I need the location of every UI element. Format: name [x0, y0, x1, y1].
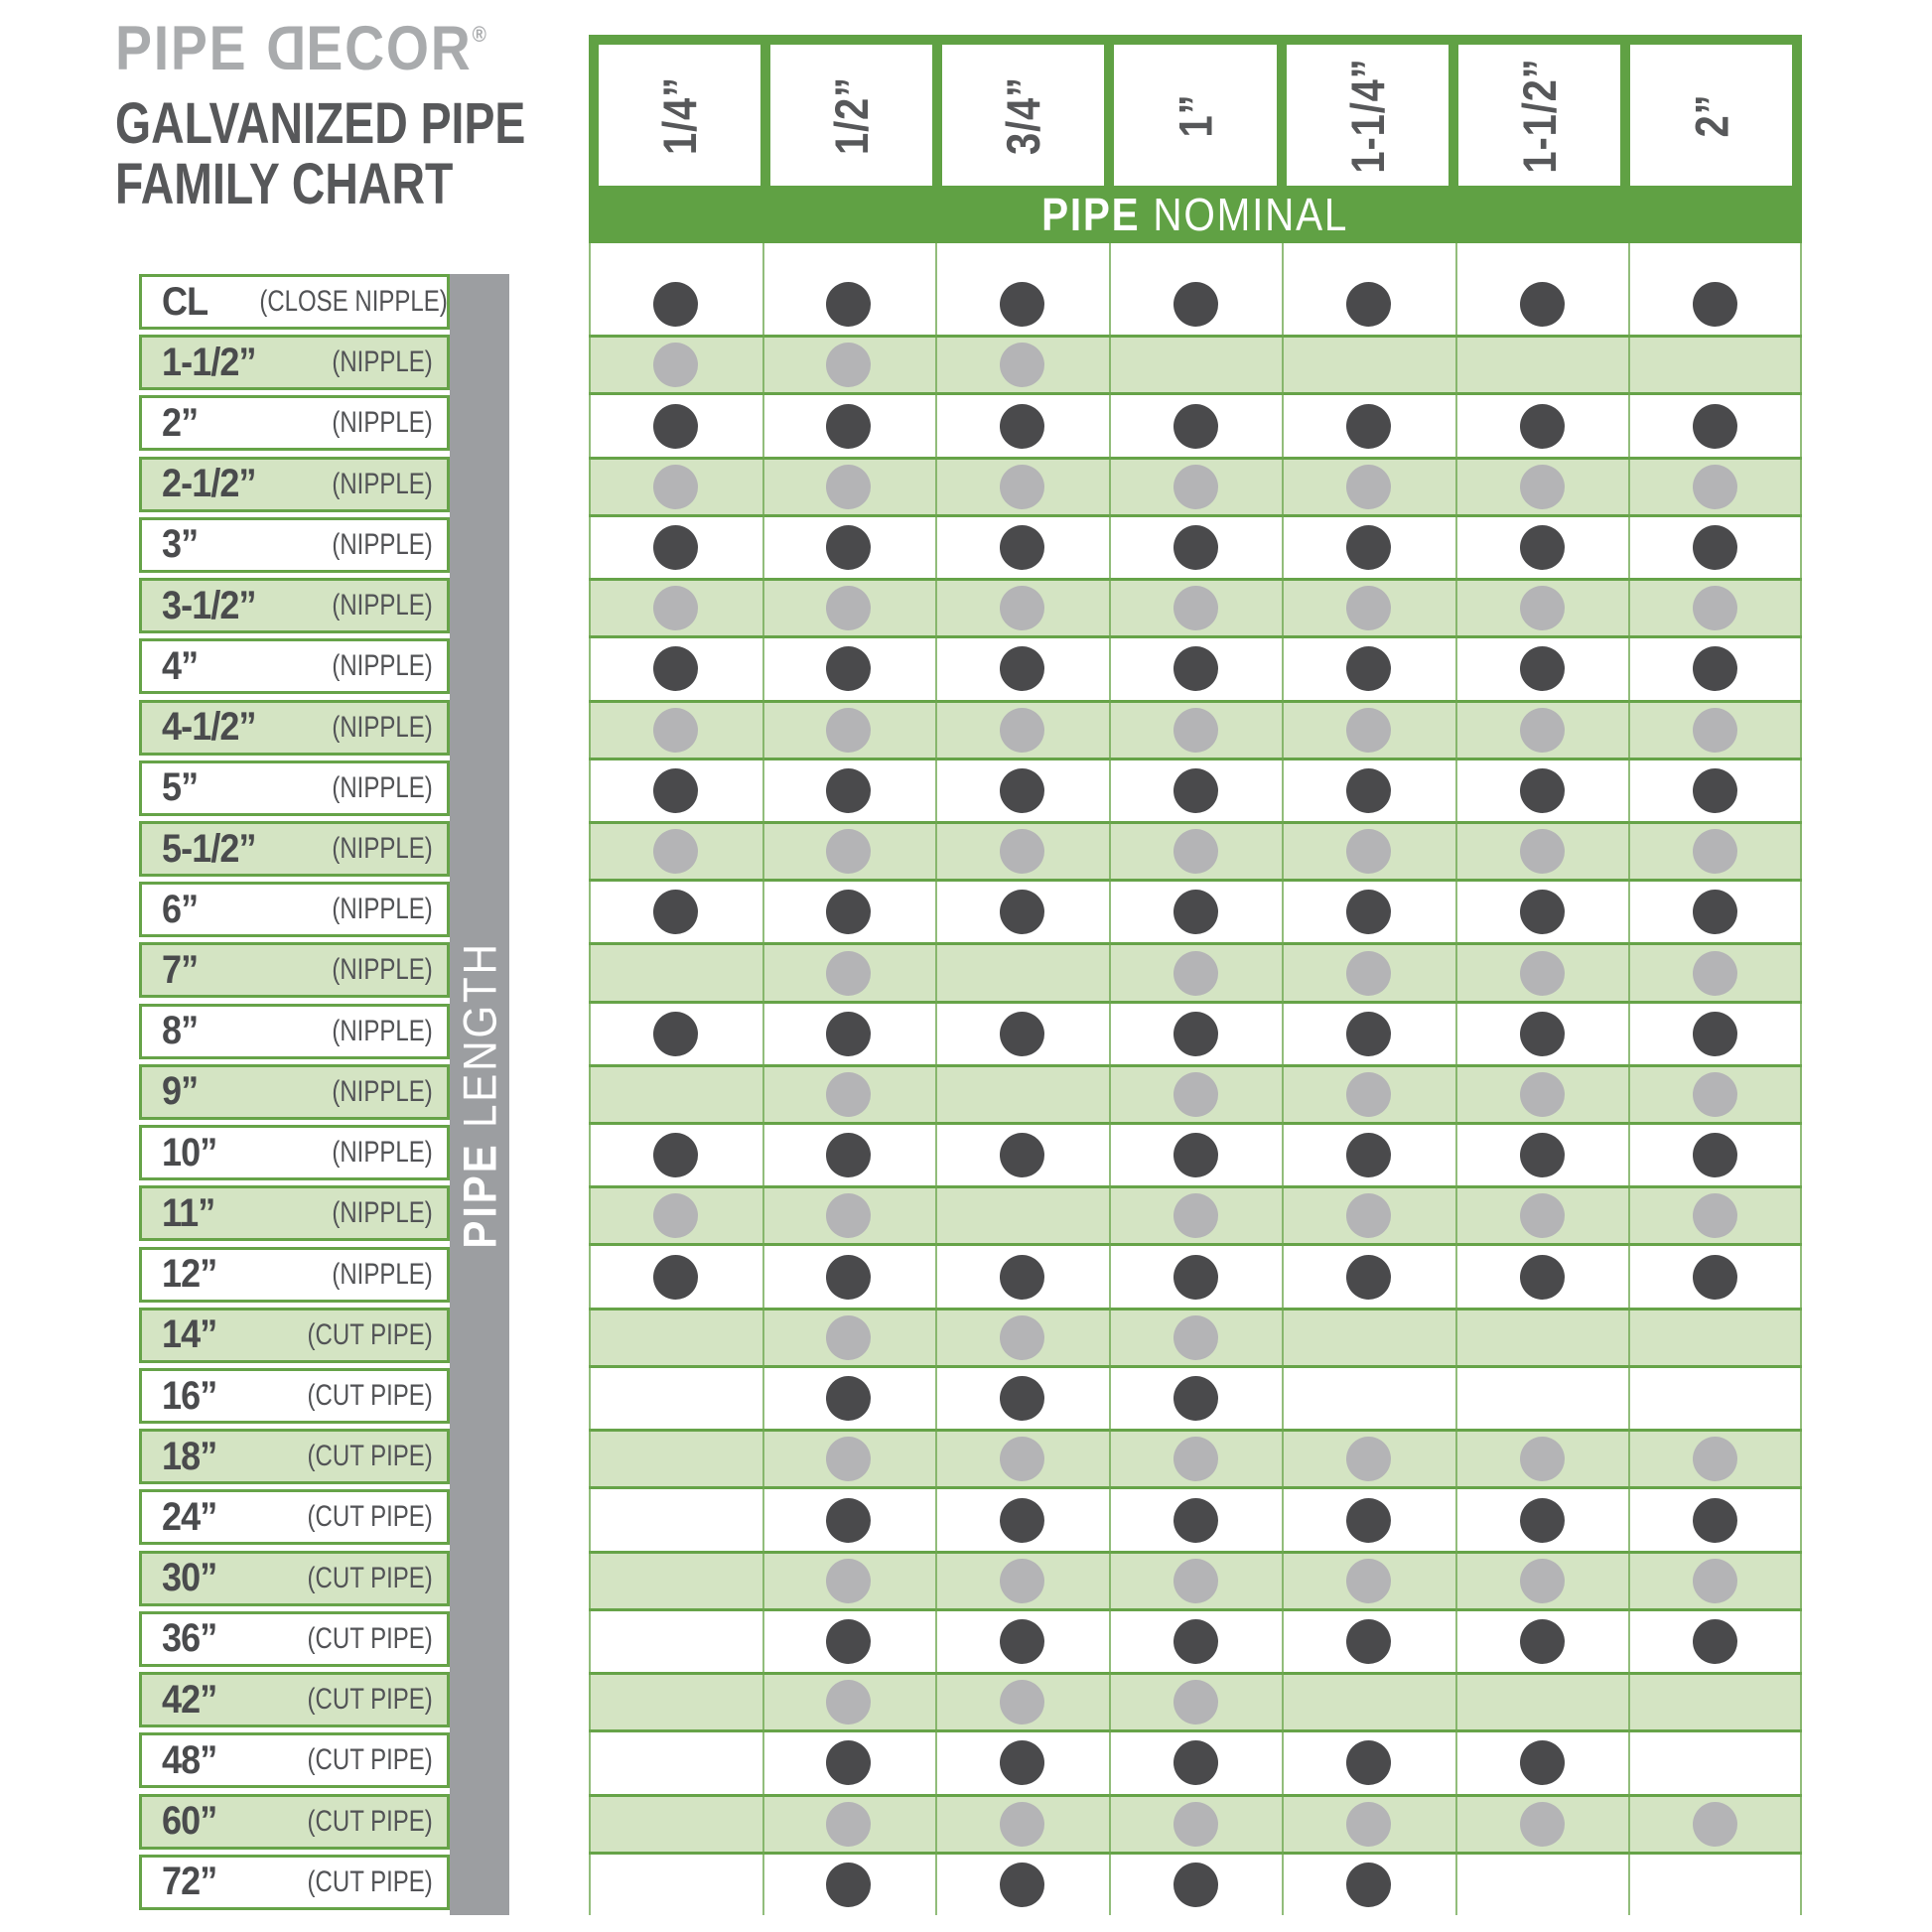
availability-dot [1346, 1133, 1391, 1177]
availability-dot [1346, 465, 1391, 509]
availability-dot [826, 465, 871, 509]
column-header-label: 1-1/4” [1340, 57, 1394, 174]
availability-dot [1520, 1193, 1565, 1238]
row-label [139, 1308, 450, 1363]
availability-dot [1520, 404, 1565, 449]
availability-dot [1173, 1802, 1218, 1847]
availability-dot [1173, 404, 1218, 449]
availability-dot [1693, 1498, 1737, 1543]
row-size-label: 18” [162, 1434, 217, 1478]
row-type-label: (NIPPLE) [332, 953, 433, 987]
availability-dot [1173, 1376, 1218, 1421]
row-type-label: (CUT PIPE) [307, 1561, 433, 1594]
availability-dot [826, 525, 871, 570]
availability-dot [1173, 525, 1218, 570]
row-size-label: 8” [162, 1009, 199, 1053]
availability-dot [1346, 646, 1391, 691]
column-header-cell-4 [1114, 45, 1276, 186]
availability-dot [1000, 465, 1044, 509]
availability-dot [1173, 1863, 1218, 1907]
availability-dot [826, 1559, 871, 1603]
availability-dot [1346, 1619, 1391, 1664]
availability-dot [1346, 708, 1391, 753]
row-label [139, 638, 450, 694]
row-size-label: 2-1/2” [162, 462, 256, 506]
availability-dot [1000, 1133, 1044, 1177]
availability-dot [653, 404, 698, 449]
row-type-label: (NIPPLE) [332, 1014, 433, 1047]
availability-dot [1693, 951, 1737, 996]
availability-dot [1000, 282, 1044, 327]
availability-dot [1520, 1740, 1565, 1785]
row-label [139, 942, 450, 998]
row-type-label: (CUT PIPE) [307, 1683, 433, 1717]
availability-dot [1000, 1740, 1044, 1785]
logo-word-pipe: PIPE [115, 14, 265, 83]
row-label [139, 1185, 450, 1241]
column-header-label: 2” [1684, 93, 1737, 137]
availability-dot [1000, 1012, 1044, 1056]
row-label [139, 1368, 450, 1424]
availability-dot [1173, 951, 1218, 996]
grid-column-line [589, 243, 591, 1915]
row-label [139, 1064, 450, 1120]
availability-dot [1173, 829, 1218, 874]
row-size-label: 7” [162, 947, 199, 992]
availability-dot [1173, 586, 1218, 630]
row-type-label: (CUT PIPE) [307, 1864, 433, 1898]
row-type-label: (NIPPLE) [332, 345, 433, 379]
row-label [139, 1551, 450, 1606]
availability-dot [1173, 282, 1218, 327]
availability-dot [653, 829, 698, 874]
pipe-length-label: PIPE LENGTH [453, 940, 506, 1249]
row-type-label: (NIPPLE) [332, 1257, 433, 1291]
availability-dot [653, 1255, 698, 1300]
row-type-label: (NIPPLE) [332, 1136, 433, 1170]
column-header-cell-3 [942, 45, 1104, 186]
availability-dot [653, 282, 698, 327]
row-label [139, 274, 450, 330]
availability-dot [1346, 768, 1391, 813]
grid-column-line [1282, 243, 1284, 1915]
availability-dot [1693, 646, 1737, 691]
column-header-cell-7 [1630, 45, 1792, 186]
column-header-label: 3/4” [997, 75, 1050, 155]
row-size-label: 16” [162, 1373, 217, 1418]
row-size-label: 2” [162, 400, 199, 445]
availability-dot [1520, 1012, 1565, 1056]
availability-dot [1000, 1255, 1044, 1300]
logo-reversed-d: D [264, 14, 307, 83]
availability-dot [826, 1376, 871, 1421]
availability-dot [826, 1740, 871, 1785]
row-label [139, 821, 450, 877]
availability-dot [1346, 951, 1391, 996]
availability-dot [1520, 890, 1565, 934]
availability-dot [1520, 1437, 1565, 1481]
row-type-label: (CUT PIPE) [307, 1743, 433, 1777]
availability-dot [653, 708, 698, 753]
availability-dot [1000, 890, 1044, 934]
availability-dot [1000, 768, 1044, 813]
chart-title [115, 91, 526, 216]
availability-dot [1520, 1498, 1565, 1543]
row-type-label: (NIPPLE) [332, 527, 433, 561]
availability-dot [1520, 1133, 1565, 1177]
availability-dot [653, 465, 698, 509]
column-header-label: 1/4” [653, 75, 707, 155]
availability-dot [1693, 1012, 1737, 1056]
grid-column-line [1109, 243, 1111, 1915]
availability-dot [826, 1498, 871, 1543]
grid-column-line [762, 243, 764, 1915]
row-label [139, 1794, 450, 1850]
availability-dot [1346, 525, 1391, 570]
availability-dot [653, 586, 698, 630]
column-header-cell-5 [1287, 45, 1449, 186]
availability-dot [1173, 1619, 1218, 1664]
row-size-label: 4” [162, 643, 199, 688]
availability-dot [826, 1802, 871, 1847]
row-size-label: 10” [162, 1130, 217, 1174]
column-header-cell-1 [599, 45, 760, 186]
availability-dot [1000, 1559, 1044, 1603]
availability-dot [1173, 1193, 1218, 1238]
row-label [139, 1429, 450, 1484]
availability-dot [653, 343, 698, 387]
row-type-label: (CUT PIPE) [307, 1317, 433, 1351]
availability-dot [1693, 465, 1737, 509]
availability-dot [1000, 1680, 1044, 1725]
availability-dot [1346, 1072, 1391, 1117]
availability-dot [1346, 282, 1391, 327]
chart-title-line2: FAMILY CHART [115, 151, 454, 216]
availability-dot [1346, 1802, 1391, 1847]
row-type-label: (CUT PIPE) [307, 1804, 433, 1838]
pipe-nominal-bar [599, 186, 1792, 243]
availability-dot [1173, 768, 1218, 813]
availability-dot [1000, 343, 1044, 387]
availability-dot [653, 890, 698, 934]
availability-dot [653, 768, 698, 813]
row-type-label: (CUT PIPE) [307, 1621, 433, 1655]
availability-dot [1000, 829, 1044, 874]
availability-dot [826, 404, 871, 449]
availability-dot [1000, 1619, 1044, 1664]
availability-dot [653, 1193, 698, 1238]
pipe-nominal-label: PIPE NOMINAL [1041, 189, 1349, 240]
column-header-cell-2 [770, 45, 932, 186]
row-size-label: 72” [162, 1860, 217, 1904]
availability-dot [1173, 890, 1218, 934]
availability-dot [1000, 1315, 1044, 1360]
column-header-label: 1/2” [825, 75, 879, 155]
availability-dot [826, 1863, 871, 1907]
row-size-label: 24” [162, 1494, 217, 1539]
row-label [139, 1611, 450, 1667]
row-size-label: 48” [162, 1737, 217, 1782]
availability-dot [1000, 1437, 1044, 1481]
availability-dot [1173, 1740, 1218, 1785]
pipe-decor-logo [115, 14, 567, 83]
row-label [139, 760, 450, 816]
availability-dot [1693, 1255, 1737, 1300]
row-size-label: 11” [162, 1190, 215, 1235]
availability-dot [1346, 829, 1391, 874]
availability-dot [1000, 525, 1044, 570]
row-size-label: 12” [162, 1252, 217, 1296]
availability-dot [1520, 1802, 1565, 1847]
column-header-cell-6 [1458, 45, 1620, 186]
row-size-label: 14” [162, 1312, 217, 1357]
row-type-label: (NIPPLE) [332, 1074, 433, 1108]
availability-dot [826, 282, 871, 327]
row-size-label: 3-1/2” [162, 583, 256, 627]
availability-dot [1173, 1498, 1218, 1543]
row-type-label: (CUT PIPE) [307, 1500, 433, 1534]
availability-dot [1173, 708, 1218, 753]
row-type-label: (CUT PIPE) [307, 1440, 433, 1473]
row-type-label: (NIPPLE) [332, 770, 433, 804]
grid-row-band [589, 335, 1802, 395]
row-label [139, 1247, 450, 1303]
row-size-label: 1-1/2” [162, 340, 256, 384]
pipe-length-bar [450, 274, 509, 1915]
row-size-label: 30” [162, 1556, 217, 1600]
row-size-label: 5-1/2” [162, 826, 256, 871]
availability-dot [1693, 1802, 1737, 1847]
row-type-label: (NIPPLE) [332, 589, 433, 622]
availability-dot [1346, 1740, 1391, 1785]
availability-dot [1173, 1012, 1218, 1056]
availability-dot [826, 1012, 871, 1056]
availability-dot [1173, 465, 1218, 509]
row-size-label: 60” [162, 1799, 217, 1843]
availability-dot [1000, 1802, 1044, 1847]
availability-dot [1520, 1619, 1565, 1664]
availability-dot [1520, 525, 1565, 570]
availability-dot [1520, 951, 1565, 996]
availability-dot [653, 1012, 698, 1056]
logo-word-ecor: ECOR [306, 14, 473, 83]
pipe-nominal-header [589, 35, 1802, 243]
availability-dot [1173, 1680, 1218, 1725]
grid-column-line [1455, 243, 1457, 1915]
column-header-label: 1-1/2” [1512, 57, 1566, 174]
availability-dot [826, 890, 871, 934]
availability-dot [1520, 1255, 1565, 1300]
availability-dot [1693, 708, 1737, 753]
availability-dot [1346, 586, 1391, 630]
row-label [139, 578, 450, 633]
row-type-label: (NIPPLE) [332, 893, 433, 926]
availability-dot [1520, 586, 1565, 630]
row-label [139, 1489, 450, 1545]
row-size-label: 6” [162, 887, 199, 931]
row-label [139, 700, 450, 756]
availability-dot [1000, 586, 1044, 630]
row-type-label: (NIPPLE) [332, 467, 433, 500]
row-label [139, 1125, 450, 1180]
availability-dot [1693, 282, 1737, 327]
chart-title-line1: GALVANIZED PIPE [115, 91, 526, 156]
grid-column-line [935, 243, 937, 1915]
availability-dot [1000, 404, 1044, 449]
availability-dot [653, 646, 698, 691]
row-type-label: (NIPPLE) [332, 710, 433, 744]
row-size-label: 36” [162, 1616, 217, 1661]
brand-block [115, 14, 628, 216]
row-size-label: 4-1/2” [162, 705, 256, 749]
row-label [139, 1855, 450, 1910]
availability-dot [1173, 1255, 1218, 1300]
availability-dot [653, 525, 698, 570]
availability-dot [826, 1255, 871, 1300]
availability-dot [1520, 465, 1565, 509]
availability-dot [1520, 829, 1565, 874]
row-size-label: 9” [162, 1069, 199, 1114]
availability-dot [1693, 768, 1737, 813]
availability-dot [1000, 1376, 1044, 1421]
availability-dot [1693, 525, 1737, 570]
availability-dot [1520, 1559, 1565, 1603]
availability-dot [1693, 404, 1737, 449]
availability-dot [1173, 646, 1218, 691]
availability-dot [1000, 646, 1044, 691]
availability-dot [1693, 890, 1737, 934]
row-label [139, 457, 450, 512]
row-label [139, 1004, 450, 1059]
row-type-label: (CLOSE NIPPLE) [259, 285, 449, 318]
availability-dot [1346, 404, 1391, 449]
availability-grid [589, 243, 1802, 1915]
availability-dot [1520, 708, 1565, 753]
availability-dot [1693, 1619, 1737, 1664]
availability-dot [826, 646, 871, 691]
row-size-label: 42” [162, 1677, 217, 1722]
availability-dot [826, 1133, 871, 1177]
row-type-label: (NIPPLE) [332, 832, 433, 865]
row-label [139, 1732, 450, 1788]
availability-dot [1346, 890, 1391, 934]
availability-dot [826, 1315, 871, 1360]
availability-dot [1173, 1315, 1218, 1360]
grid-column-line [1628, 243, 1630, 1915]
availability-dot [1693, 829, 1737, 874]
availability-dot [1173, 1559, 1218, 1603]
row-label [139, 395, 450, 451]
availability-dot [826, 951, 871, 996]
row-size-label: CL [162, 279, 208, 324]
row-size-label: 5” [162, 765, 199, 810]
availability-dot [1000, 1863, 1044, 1907]
availability-dot [1520, 768, 1565, 813]
grid-column-line [1800, 243, 1802, 1915]
row-label [139, 882, 450, 937]
row-label [139, 1672, 450, 1727]
availability-dot [1346, 1863, 1391, 1907]
availability-dot [1000, 708, 1044, 753]
availability-dot [1520, 282, 1565, 327]
registered-trademark-icon: ® [472, 22, 486, 47]
availability-dot [1693, 1133, 1737, 1177]
availability-dot [1346, 1559, 1391, 1603]
availability-dot [1520, 1072, 1565, 1117]
availability-dot [1693, 1072, 1737, 1117]
availability-dot [826, 768, 871, 813]
row-type-label: (NIPPLE) [332, 1196, 433, 1230]
availability-dot [653, 1133, 698, 1177]
row-type-label: (CUT PIPE) [307, 1379, 433, 1412]
availability-dot [826, 708, 871, 753]
availability-dot [1173, 1133, 1218, 1177]
availability-dot [1000, 1498, 1044, 1543]
column-header-cells [599, 45, 1792, 186]
availability-dot [1346, 1498, 1391, 1543]
availability-dot [1346, 1012, 1391, 1056]
availability-dot [1346, 1255, 1391, 1300]
row-label [139, 335, 450, 390]
row-size-label: 3” [162, 522, 199, 567]
column-header-label: 1” [1169, 93, 1222, 137]
availability-dot [1693, 1559, 1737, 1603]
row-type-label: (NIPPLE) [332, 406, 433, 440]
availability-dot [1173, 1437, 1218, 1481]
availability-dot [826, 1619, 871, 1664]
availability-dot [1520, 646, 1565, 691]
row-type-label: (NIPPLE) [332, 649, 433, 683]
row-label [139, 517, 450, 573]
availability-dot [1173, 1072, 1218, 1117]
